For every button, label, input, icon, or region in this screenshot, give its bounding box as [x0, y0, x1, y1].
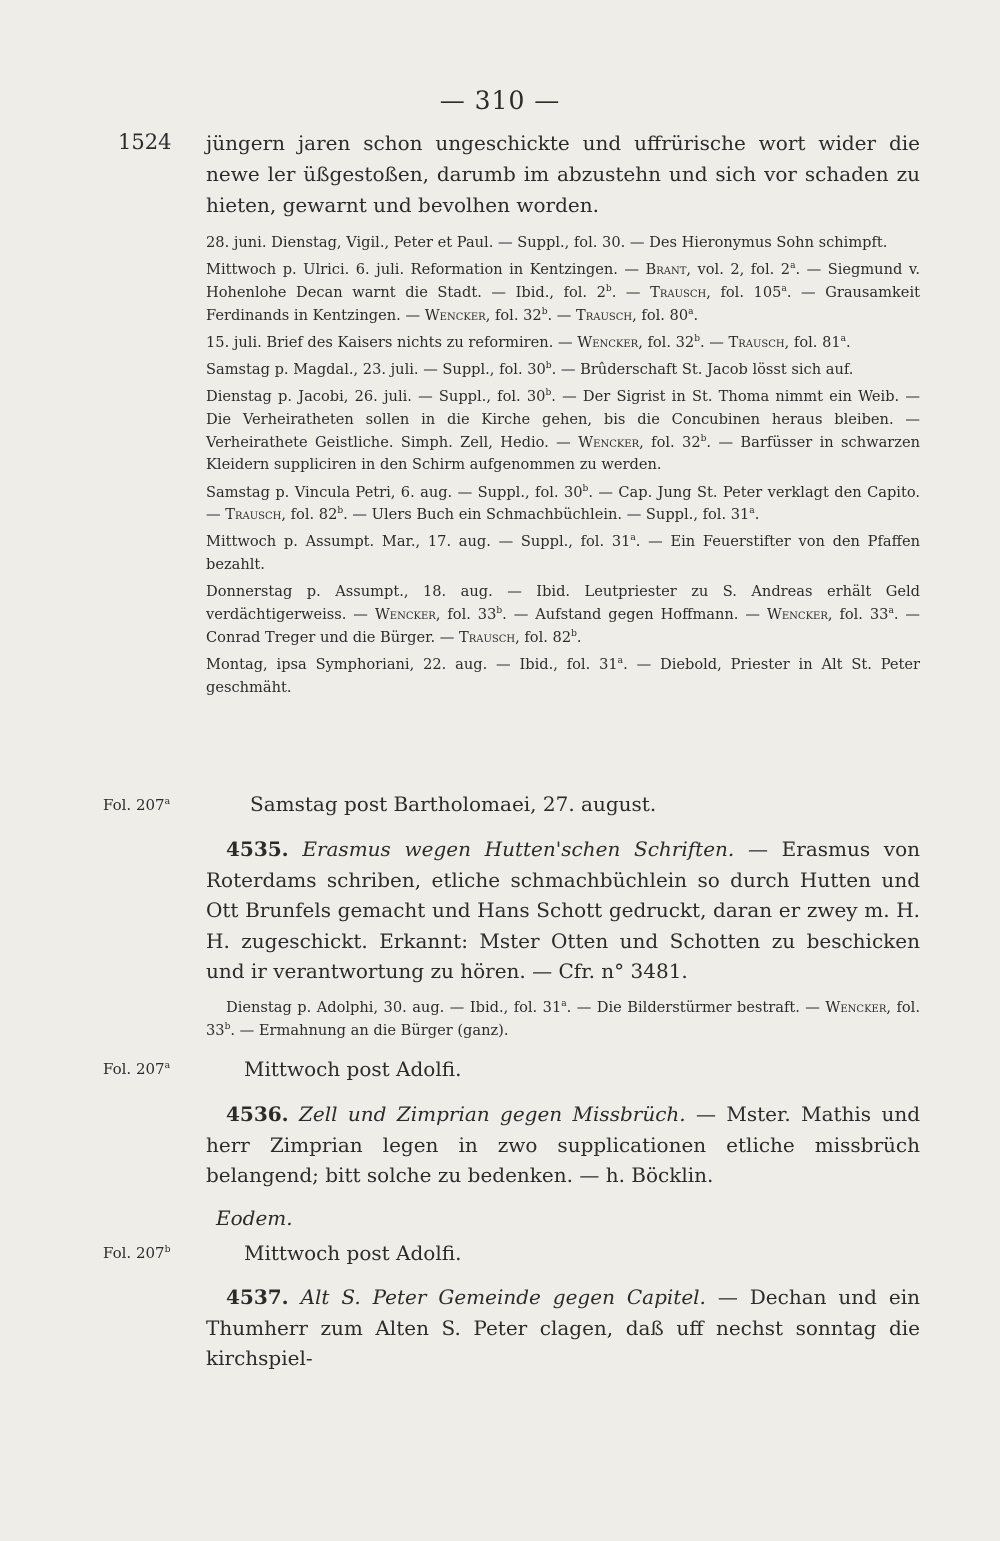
note: 28. juni. Dienstag, Vigil., Peter et Paul. — Suppl., fol. 30. — Des Hieronymus Sohn schimpft. [206, 234, 888, 251]
entry-4535 [206, 834, 920, 987]
entry-text: 4537. Alt S. Peter Gemeinde gegen Capitel. — Dechan und ein Thumherr zum Alten S. Peter clagen, daß uff nechst sonntag die kirchspiel- [206, 1285, 921, 1370]
date-heading-text: Mittwoch post Adolfi. [244, 1057, 462, 1081]
folio-margin: Fol. 207$^a$ [103, 796, 171, 814]
entry-text: 4536. Zell und Zimprian gegen Missbrüch. — Mster. Mathis und herr Zimprian legen in zwo supplicationen etliche missbrüch belangend; bitt solche zu bedenken. — h. Böcklin. [206, 1102, 921, 1187]
entry-4537 [206, 1282, 920, 1374]
note: Samstag p. Vincula Petri, 6. aug. — Suppl., fol. 30$^b$. — Cap. Jung St. Peter verklagt den Capito. — Trausch, fol. 82$^b$. — Ulers Buch ein Schmachbüchlein. — Suppl., fol. 31$^a$. [206, 483, 920, 524]
note: Mittwoch p. Ulrici. 6. juli. Reformation in Kentzingen. — Brant, vol. 2, fol. 2$^a$. — Siegmund v. Hohenlohe Decan warnt die Stadt. — Ibid., fol. 2$^b$. — Trausch, fol. 105$^a$. — Grausamkeit Ferdinands in Kentzingen. — Wencker, fol. 32$^b$. — Trausch, fol. 80$^a$. [206, 261, 920, 324]
eodem-heading [216, 1206, 930, 1230]
note: 15. juli. Brief des Kaisers nichts zu reformiren. — Wencker, fol. 32$^b$. — Trausch, fol. 81$^a$. [206, 333, 851, 351]
intro-paragraph: jüngern jaren schon ungeschickte und uffrürische wort wider die newe ler üßgestoßen, darumb im abzustehn und sich vor schaden zu hieten, gewarnt und bevolhen worden. [206, 131, 920, 217]
note: Samstag p. Magdal., 23. juli. — Suppl., fol. 30$^b$. — Brûderschaft St. Jacob lösst sich auf. [206, 361, 854, 379]
entry-4536 [206, 1099, 920, 1191]
entry-text: 4535. Erasmus wegen Hutten'schen Schriften. — Erasmus von Roterdams schriben, etliche schmachbüchlein so durch Hutten und Ott Brunfels gemacht und Hans Schott gedruckt, daran er zwey m. H. H. zugeschickt. Erkannt: Mster Otten und Schotten zu beschicken und ir verantwortung zu hören. — Cfr. n° 3481. [206, 837, 921, 983]
eodem-text: Eodem. [216, 1206, 293, 1230]
notes-block [206, 232, 920, 704]
folio-margin: Fol. 207$^a$ [103, 1060, 171, 1078]
date-heading [250, 792, 920, 816]
note: Donnerstag p. Assumpt., 18. aug. — Ibid. Leutpriester zu S. Andreas erhält Geld verdächtigerweiss. — Wencker, fol. 33$^b$. — Aufstand gegen Hoffmann. — Wencker, fol. 33$^a$. — Conrad Treger und die Bürger. — Trausch, fol. 82$^b$. [206, 583, 920, 646]
notes-block-2 [206, 997, 920, 1047]
page-number: — 310 — [439, 86, 561, 115]
date-heading-text: Samstag post Bartholomaei, 27. august. [250, 792, 657, 816]
note: Mittwoch p. Assumpt. Mar., 17. aug. — Suppl., fol. 31$^a$. — Ein Feuerstifter von den Pfaffen bezahlt. [206, 533, 920, 574]
note: Dienstag p. Jacobi, 26. juli. — Suppl., fol. 30$^b$. — Der Sigrist in St. Thoma nimmt ein Weib. — Die Verheiratheten sollen in die Kirche gehen, bis die Concubinen heraus bleiben. — Verheirathete Geistliche. Simph. Zell, Hedio. — Wencker, fol. 32$^b$. — Barfüsser in schwarzen Kleidern suppliciren in den Schirm aufgenommen zu werden. [206, 388, 921, 474]
intro-block [206, 128, 920, 221]
note: Dienstag p. Adolphi, 30. aug. — Ibid., fol. 31$^a$. — Die Bilderstürmer bestraft. — Wencker, fol. 33$^b$. — Ermahnung an die Bürger (ganz). [206, 999, 920, 1039]
note: Montag, ipsa Symphoriani, 22. aug. — Ibid., fol. 31$^a$. — Diebold, Priester in Alt St. Peter geschmäht. [206, 655, 921, 696]
date-heading [244, 1057, 920, 1081]
year-margin: 1524 [118, 130, 172, 154]
folio-margin: Fol. 207$^b$ [103, 1244, 171, 1262]
date-heading-text: Mittwoch post Adolfi. [244, 1241, 462, 1265]
date-heading [244, 1241, 920, 1265]
